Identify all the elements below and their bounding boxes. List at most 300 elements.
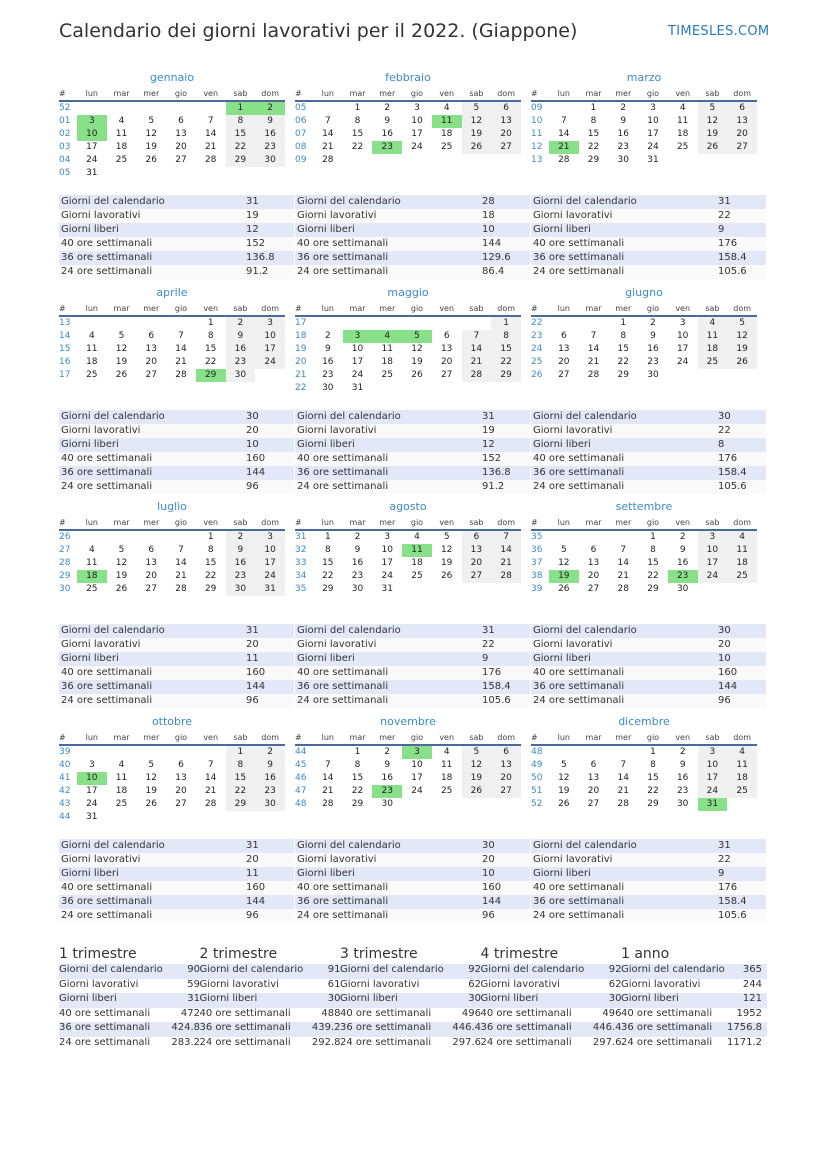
summary-label: Giorni liberi	[199, 993, 258, 1004]
summary-value: 31	[187, 993, 200, 1004]
day-cell: 16	[226, 557, 256, 570]
day-cell: 8	[207, 331, 214, 341]
stat-row	[531, 909, 766, 923]
stat-label: Giorni del calendario	[61, 840, 165, 851]
day-cell: 22	[351, 786, 364, 796]
day-cell: 14	[322, 129, 334, 139]
day-cell: 16	[676, 773, 689, 783]
day-cell: 26	[558, 799, 570, 809]
week-number: 26	[531, 370, 543, 380]
day-cell: 17	[86, 142, 98, 152]
day-cell: 12	[145, 129, 157, 139]
stat-row	[295, 209, 530, 223]
day-cell: 17	[255, 557, 285, 570]
week-number: 39	[59, 747, 71, 757]
stat-value: 31	[246, 625, 259, 636]
stat-row	[531, 867, 766, 881]
week-row	[295, 557, 521, 570]
week-row	[531, 772, 757, 785]
day-cell: 14	[175, 558, 187, 568]
day-cell: 12	[727, 330, 757, 343]
weekday-label: sab	[705, 304, 720, 313]
summary-row	[621, 1036, 762, 1051]
weekday-label: lun	[321, 518, 334, 527]
day-cell: 15	[226, 772, 256, 785]
day-cell: 18	[727, 772, 757, 785]
week-row	[531, 115, 757, 128]
stat-value: 22	[482, 639, 495, 650]
day-cell: 29	[647, 799, 659, 809]
stat-row	[295, 438, 530, 452]
weekday-label: #	[531, 304, 538, 313]
week-row	[531, 798, 757, 811]
weekday-label: lun	[85, 89, 98, 98]
week-number: 42	[59, 786, 71, 796]
weekday-label: sab	[469, 733, 484, 742]
day-cell: 21	[322, 142, 334, 152]
summary-label: 24 ore settimanali	[59, 1036, 151, 1048]
week-row	[59, 531, 285, 544]
day-cell: 25	[411, 571, 423, 581]
day-cell: 29	[226, 798, 256, 811]
day-cell: 16	[381, 773, 393, 783]
day-cell	[402, 317, 432, 330]
stat-label: 40 ore settimanali	[297, 238, 389, 249]
summary-label: 36 ore settimanali	[340, 1022, 432, 1033]
day-cell: 13	[145, 558, 157, 568]
stat-row	[295, 195, 530, 209]
week-number: 05	[59, 168, 71, 178]
stat-label: Giorni lavorativi	[61, 639, 141, 650]
day-cell: 6	[148, 331, 155, 341]
day-cell: 26	[440, 571, 453, 581]
summary-label: 40 ore settimanali	[480, 1007, 572, 1019]
day-cell: 24	[255, 570, 285, 583]
stat-label: Giorni lavorativi	[61, 425, 141, 436]
day-cell	[668, 154, 698, 167]
summary-row	[481, 978, 622, 993]
week-number: 24	[531, 344, 543, 354]
day-cell: 28	[204, 155, 217, 165]
weekday-label: dom	[733, 733, 751, 742]
summary-label: Giorni liberi	[340, 993, 398, 1004]
stat-value: 19	[482, 425, 495, 436]
week-number: 31	[295, 532, 307, 542]
stat-value: 31	[482, 625, 495, 636]
day-cell	[668, 369, 698, 382]
day-cell: 11	[402, 544, 432, 557]
stat-row	[531, 881, 766, 895]
day-cell	[107, 167, 137, 180]
week-number: 06	[295, 116, 307, 126]
stat-value: 20	[246, 425, 259, 436]
week-row	[531, 746, 757, 759]
month-name: novembre	[380, 715, 436, 728]
day-cell: 25	[698, 356, 728, 369]
day-cell: 25	[676, 142, 689, 152]
weekday-label: mar	[349, 518, 366, 527]
day-cell: 28	[462, 369, 492, 382]
week-number: 03	[59, 142, 71, 152]
day-cell: 17	[698, 557, 728, 570]
stat-row	[59, 452, 294, 466]
month-calendar	[295, 285, 521, 395]
day-cell	[196, 167, 226, 180]
stat-label: 24 ore settimanali	[297, 695, 389, 706]
day-cell: 19	[411, 357, 423, 367]
stat-label: 40 ore settimanali	[61, 238, 153, 249]
day-cell	[727, 154, 757, 167]
day-cell: 9	[384, 116, 391, 126]
day-cell: 27	[587, 799, 600, 809]
week-row	[59, 544, 285, 557]
stat-row	[295, 652, 530, 666]
stat-label: Giorni del calendario	[533, 625, 637, 636]
weekday-label: sab	[469, 518, 484, 527]
stat-label: 24 ore settimanali	[533, 695, 625, 706]
week-row	[295, 343, 521, 356]
weekday-label: ven	[675, 518, 691, 527]
weekday-label: mar	[113, 733, 130, 742]
day-cell: 23	[676, 786, 689, 796]
day-cell	[77, 317, 107, 330]
stat-value: 10	[482, 224, 495, 235]
week-number: 12	[531, 142, 543, 152]
day-cell: 4	[118, 760, 125, 770]
summary-value: 62	[468, 978, 481, 990]
stat-value: 30	[718, 411, 731, 422]
day-cell: 14	[617, 773, 629, 783]
day-cell: 6	[491, 102, 521, 115]
stat-row	[295, 694, 530, 708]
day-cell: 20	[145, 571, 157, 581]
week-number: 30	[59, 584, 71, 594]
week-number: 02	[59, 129, 71, 139]
week-number: 49	[531, 760, 543, 770]
summary-value: 496	[461, 1007, 481, 1019]
summary-value: 297.6	[452, 1036, 481, 1048]
day-cell: 24	[255, 356, 285, 369]
day-cell: 5	[148, 760, 155, 770]
weekday-label: sab	[233, 304, 248, 313]
stat-row	[295, 895, 530, 909]
day-cell: 7	[178, 545, 184, 555]
stat-label: 24 ore settimanali	[61, 481, 153, 492]
day-cell: 3	[77, 115, 107, 128]
week-row	[531, 102, 757, 115]
week-number: 45	[295, 760, 307, 770]
week-row	[531, 759, 757, 772]
week-row	[295, 141, 521, 154]
month-stats	[59, 410, 294, 494]
day-cell: 5	[402, 330, 432, 343]
day-cell: 28	[491, 570, 521, 583]
summary-value: 439.2	[311, 1022, 341, 1033]
week-number: 09	[531, 103, 543, 113]
day-cell: 26	[145, 155, 157, 165]
day-cell: 9	[679, 545, 686, 555]
stat-label: Giorni liberi	[297, 653, 355, 664]
stat-value: 9	[718, 224, 725, 235]
day-cell: 3	[698, 746, 728, 759]
stat-label: 40 ore settimanali	[61, 667, 153, 678]
day-cell: 18	[698, 343, 728, 356]
stat-row	[531, 895, 766, 909]
day-cell: 6	[590, 545, 597, 555]
stat-value: 96	[246, 481, 259, 492]
day-cell: 20	[440, 357, 453, 367]
stat-label: Giorni liberi	[61, 224, 119, 235]
stat-label: Giorni liberi	[533, 653, 591, 664]
day-cell: 4	[698, 317, 728, 330]
stat-value: 22	[718, 425, 731, 436]
weekday-label: lun	[321, 304, 334, 313]
summary-column	[59, 945, 200, 1050]
day-cell	[107, 811, 137, 824]
stat-label: 24 ore settimanali	[61, 695, 153, 706]
day-cell: 11	[86, 344, 98, 354]
stat-value: 31	[246, 196, 259, 207]
day-cell: 15	[491, 343, 521, 356]
weekday-label: gio	[174, 733, 188, 742]
stat-label: 36 ore settimanali	[297, 681, 389, 692]
day-cell: 10	[411, 116, 423, 126]
stat-value: 22	[718, 854, 731, 865]
day-cell: 7	[560, 116, 567, 126]
stat-row	[531, 424, 766, 438]
day-cell: 13	[558, 344, 570, 354]
day-cell: 4	[443, 747, 450, 757]
weekday-label: mar	[585, 733, 602, 742]
day-cell: 31	[381, 584, 393, 594]
stat-value: 176	[718, 453, 738, 464]
day-cell: 10	[698, 544, 728, 557]
day-cell: 26	[411, 370, 423, 380]
stat-row	[295, 251, 530, 265]
day-cell	[136, 102, 166, 115]
week-number: 50	[531, 773, 543, 783]
day-cell: 13	[491, 115, 521, 128]
stat-label: Giorni liberi	[297, 224, 355, 235]
day-cell: 15	[204, 344, 217, 354]
stat-label: Giorni del calendario	[533, 196, 637, 207]
week-row	[59, 356, 285, 369]
day-cell	[549, 102, 579, 115]
day-cell: 11	[698, 330, 728, 343]
summary-value: 446.4	[452, 1022, 481, 1033]
summary-row	[340, 963, 481, 978]
weekday-label: mar	[349, 733, 366, 742]
weekday-label: mar	[113, 304, 130, 313]
week-number: 43	[59, 799, 71, 809]
day-cell: 6	[148, 545, 155, 555]
day-cell: 29	[647, 584, 659, 594]
day-cell	[77, 531, 107, 544]
week-row	[59, 141, 285, 154]
stat-row	[295, 480, 530, 494]
week-row	[295, 115, 521, 128]
stat-row	[295, 839, 530, 853]
day-cell: 26	[115, 584, 128, 594]
stat-value: 30	[482, 840, 495, 851]
week-number: 21	[295, 370, 307, 380]
weekday-label: ven	[675, 304, 691, 313]
stat-value: 158.4	[482, 681, 511, 692]
day-cell	[196, 746, 226, 759]
stat-value: 160	[246, 453, 266, 464]
day-cell: 16	[617, 129, 629, 139]
summary-row	[340, 978, 481, 993]
week-row	[59, 317, 285, 330]
day-cell: 8	[620, 331, 627, 341]
summary-label: 36 ore settimanali	[199, 1022, 291, 1033]
stat-label: 40 ore settimanali	[533, 667, 625, 678]
week-row	[59, 759, 285, 772]
week-number: 28	[59, 558, 71, 568]
weekday-label: dom	[733, 304, 751, 313]
summary-label: 40 ore settimanali	[621, 1007, 713, 1019]
site-link[interactable]: TIMESLES.COM	[668, 24, 770, 39]
day-cell: 22	[647, 571, 659, 581]
weekday-label: lun	[557, 518, 570, 527]
weekday-label: dom	[261, 89, 279, 98]
day-cell: 30	[676, 799, 689, 809]
day-cell: 4	[414, 532, 420, 542]
day-cell: 28	[558, 155, 570, 165]
day-cell: 10	[77, 128, 107, 141]
summary-value: 62	[608, 978, 622, 990]
day-cell: 7	[207, 760, 214, 770]
day-cell: 9	[226, 330, 256, 343]
week-number: 36	[531, 545, 543, 555]
stat-row	[295, 466, 530, 480]
stat-label: Giorni liberi	[61, 868, 119, 879]
day-cell: 21	[204, 786, 217, 796]
stat-value: 9	[482, 653, 489, 664]
month-stats	[295, 839, 530, 923]
week-row	[295, 772, 521, 785]
summary-label: Giorni liberi	[59, 993, 117, 1004]
day-cell: 15	[226, 128, 256, 141]
day-cell: 28	[175, 370, 187, 380]
day-cell: 17	[255, 343, 285, 356]
day-cell: 9	[384, 760, 391, 770]
day-cell	[432, 382, 462, 395]
day-cell	[491, 798, 521, 811]
stat-label: Giorni del calendario	[533, 411, 637, 422]
day-cell: 11	[381, 344, 393, 354]
month-stats	[59, 839, 294, 923]
summary-value: 91	[327, 964, 341, 975]
summary-row	[59, 978, 200, 993]
stat-row	[59, 195, 294, 209]
stat-label: 36 ore settimanali	[61, 467, 153, 478]
day-cell: 23	[255, 785, 285, 798]
day-cell: 5	[462, 746, 492, 759]
weekday-label: mer	[143, 304, 160, 313]
day-cell: 25	[727, 570, 757, 583]
stat-value: 96	[246, 910, 259, 921]
day-cell	[166, 531, 196, 544]
day-cell: 28	[322, 155, 334, 165]
day-cell: 23	[617, 142, 629, 152]
day-cell: 16	[647, 344, 659, 354]
day-cell: 3	[255, 531, 285, 544]
weekday-label: #	[531, 733, 538, 742]
weekday-label: sab	[469, 89, 484, 98]
month-stats	[59, 624, 294, 708]
stat-value: 20	[482, 854, 495, 865]
day-cell: 5	[727, 317, 757, 330]
stat-value: 144	[246, 896, 266, 907]
stat-row	[59, 237, 294, 251]
day-cell: 20	[462, 557, 492, 570]
day-cell	[432, 583, 462, 596]
day-cell: 8	[324, 545, 331, 555]
summary-row	[340, 1036, 481, 1051]
day-cell: 9	[255, 115, 285, 128]
summary-value: 59	[187, 978, 200, 990]
weekday-header	[531, 87, 757, 102]
day-cell: 3	[698, 531, 728, 544]
day-cell: 19	[145, 786, 157, 796]
stat-row	[59, 209, 294, 223]
stat-value: 9	[718, 868, 725, 879]
day-cell: 13	[440, 344, 453, 354]
day-cell: 5	[118, 545, 125, 555]
day-cell: 6	[560, 331, 567, 341]
week-number: 44	[59, 812, 71, 822]
week-number: 35	[531, 532, 543, 542]
stat-label: 40 ore settimanali	[61, 453, 153, 464]
day-cell	[107, 102, 137, 115]
summary-value: 472	[180, 1007, 200, 1019]
stat-value: 144	[718, 681, 738, 692]
day-cell: 11	[115, 773, 128, 783]
summary-row	[621, 1007, 762, 1022]
stat-value: 96	[482, 910, 495, 921]
weekday-label: mer	[615, 89, 632, 98]
day-cell: 2	[354, 532, 361, 542]
stat-label: Giorni lavorativi	[297, 425, 377, 436]
stat-label: Giorni del calendario	[61, 625, 165, 636]
stat-value: 176	[482, 667, 502, 678]
weekday-label: gio	[410, 733, 424, 742]
month-calendar	[531, 70, 757, 167]
day-cell: 29	[587, 155, 600, 165]
week-row	[531, 531, 757, 544]
day-cell: 5	[148, 116, 155, 126]
month-calendar	[59, 499, 285, 596]
summary-row	[59, 963, 200, 978]
weekday-header	[531, 516, 757, 531]
stat-label: 24 ore settimanali	[533, 910, 625, 921]
day-cell	[107, 317, 137, 330]
day-cell: 17	[647, 129, 659, 139]
summary-value: 1756.8	[727, 1022, 762, 1033]
day-cell: 14	[204, 129, 217, 139]
day-cell: 13	[175, 773, 187, 783]
day-cell: 9	[679, 760, 686, 770]
weekday-label: mar	[113, 89, 130, 98]
summary-value: 90	[187, 964, 200, 975]
stat-row	[295, 237, 530, 251]
weekday-label: gio	[646, 304, 660, 313]
day-cell: 27	[491, 785, 521, 798]
month-name: ottobre	[151, 715, 193, 728]
day-cell: 16	[381, 129, 393, 139]
summary-value: 30	[608, 993, 622, 1004]
